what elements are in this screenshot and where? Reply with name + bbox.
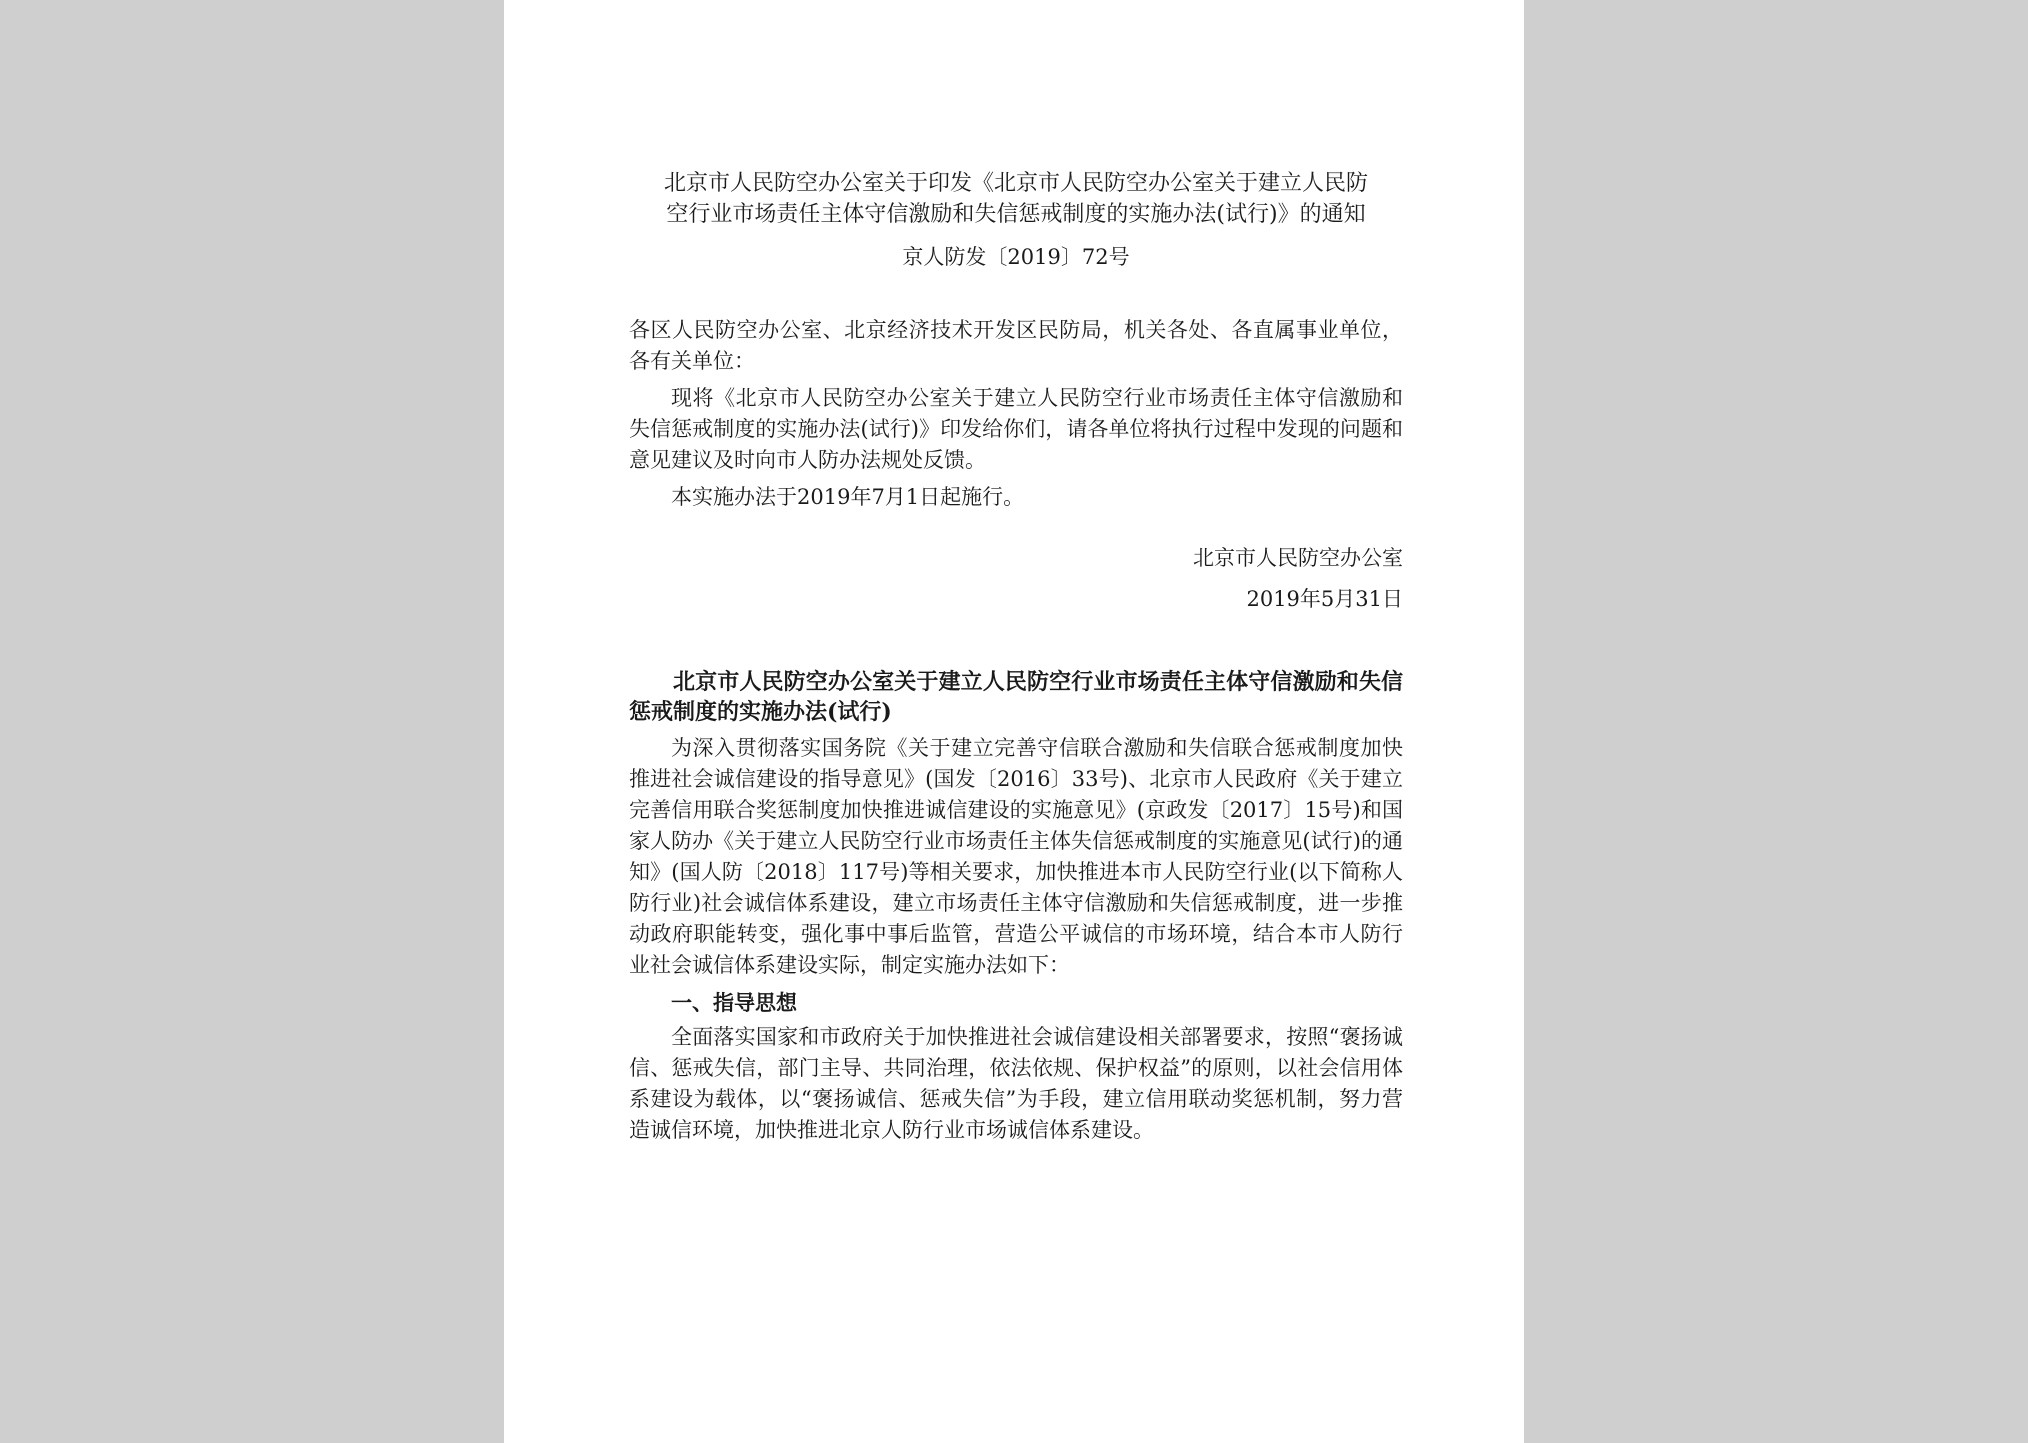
document-number: 京人防发〔2019〕72号 xyxy=(902,245,1130,269)
issuer-name: 北京市人民防空办公室 xyxy=(1193,546,1403,570)
notice-title-line1: 北京市人民防空办公室关于印发《北京市人民防空办公室关于建立人民防 xyxy=(663,171,1368,196)
intro-paragraph: 为深入贯彻落实国务院《关于建立完善守信联合激励和失信联合惩戒制度加快推进社会诚信建设的指导意见》(国发〔2016〕33号)、北京市人民政府《关于建立完善信用联合奖惩制度加快推进诚信建设的实施意见》(京政发〔2017〕15号)和国家人防办《关于建立人民防空行业市场责任主体失信惩戒制度的实施意见(试行)的通知》(国人防〔2018〕117号)等相关要求，加快推进本市人民防空行业(以下简称人防行业)社会诚信体系建设，建立市场责任主体守信激励和失信惩戒制度，进一步推动政府职能转变，强化事中事后监管，营造公平诚信的市场环境，结合本市人防行业社会诚信体系建设实际，制定实施办法如下： xyxy=(629,736,1403,977)
body-paragraph-2: 本实施办法于2019年7月1日起施行。 xyxy=(671,485,1025,509)
attachment-title: 北京市人民防空办公室关于建立人民防空行业市场责任主体守信激励和失信惩戒制度的实施办法(试行) xyxy=(629,669,1403,725)
issue-date: 2019年5月31日 xyxy=(1246,587,1403,611)
notice-title xyxy=(629,168,1403,230)
section-1-paragraph: 全面落实国家和市政府关于加快推进社会诚信建设相关部署要求，按照“褒扬诚信、惩戒失信，部门主导、共同治理，依法依规、保护权益”的原则，以社会信用体系建设为载体，以“褒扬诚信、惩戒失信”为手段，建立信用联动奖惩机制，努力营造诚信环境，加快推进北京人防行业市场诚信体系建设。 xyxy=(629,1025,1403,1142)
body-paragraph-1: 现将《北京市人民防空办公室关于建立人民防空行业市场责任主体守信激励和失信惩戒制度的实施办法(试行)》印发给你们，请各单位将执行过程中发现的问题和意见建议及时向市人防办法规处反馈。 xyxy=(629,386,1403,472)
addressee: 各区人民防空办公室、北京经济技术开发区民防局，机关各处、各直属事业单位，各有关单位： xyxy=(629,318,1403,373)
document-content xyxy=(629,168,1403,1146)
section-1-heading: 一、指导思想 xyxy=(671,990,797,1015)
notice-title-line2: 空行业市场责任主体守信激励和失信惩戒制度的实施办法(试行)》的通知 xyxy=(666,202,1366,227)
document-page xyxy=(504,0,1524,1443)
